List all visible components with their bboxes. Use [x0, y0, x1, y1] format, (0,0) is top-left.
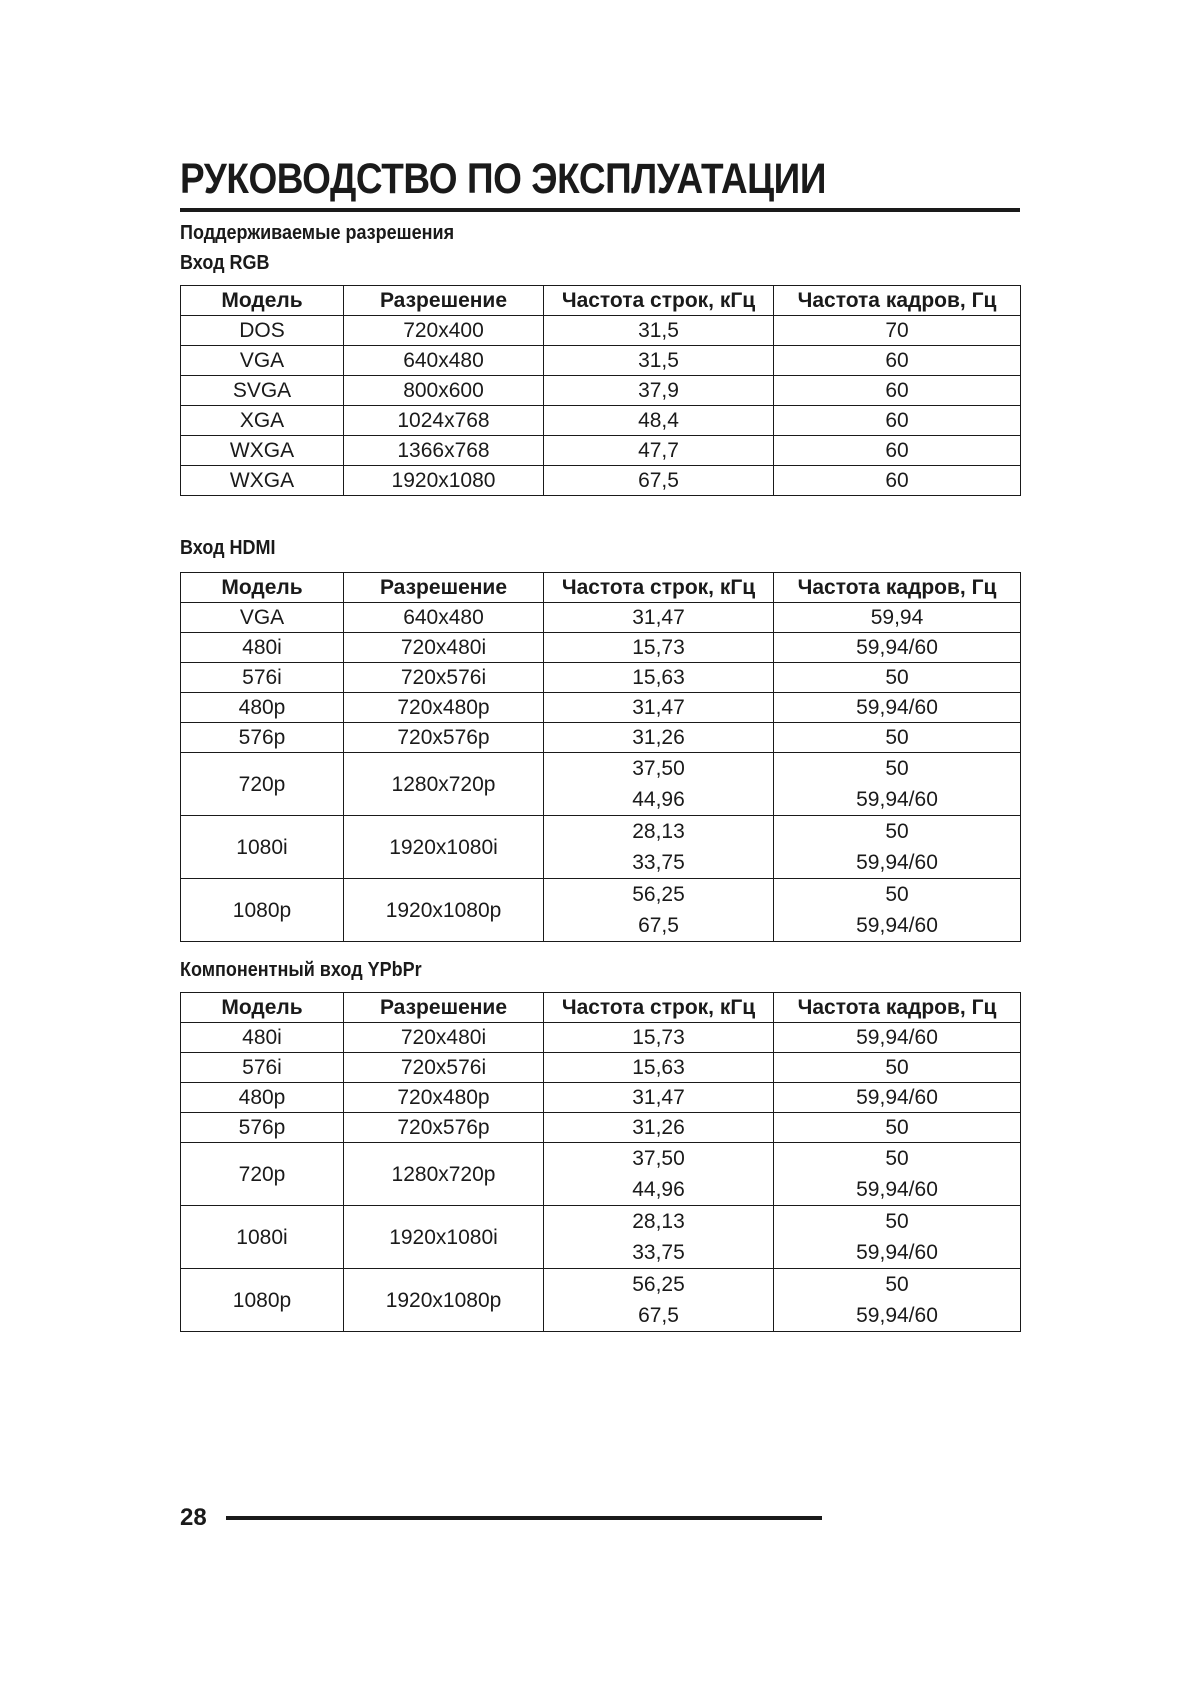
cell-frame-freq: 50: [774, 1053, 1021, 1083]
cell-resolution: 720x480i: [344, 1023, 544, 1053]
cell-resolution: 1366x768: [344, 436, 544, 466]
cell-line-freq: 31,26: [544, 1113, 774, 1143]
frame-freq-value: 59,94/60: [856, 1241, 938, 1264]
rgb-heading: Вход RGB: [180, 252, 270, 274]
table-row: [181, 1053, 1021, 1083]
cell-resolution: 1920x1080p: [344, 879, 544, 942]
cell-model: 1080p: [181, 1269, 344, 1332]
cell-resolution: 1024x768: [344, 406, 544, 436]
line-freq-value: 44,96: [632, 1178, 685, 1201]
cell-resolution: 720x480p: [344, 693, 544, 723]
table-row: [181, 633, 1021, 663]
cell-frame-freq: [774, 1143, 1021, 1206]
cell-resolution: 640x480: [344, 603, 544, 633]
cell-frame-freq: [774, 1206, 1021, 1269]
line-freq-value: 37,50: [632, 757, 685, 780]
cell-resolution: 1920x1080i: [344, 1206, 544, 1269]
hdmi-table-body: [181, 603, 1021, 942]
cell-model: 480p: [181, 693, 344, 723]
cell-frame-freq: 59,94/60: [774, 1083, 1021, 1113]
header-resolution: Разрешение: [344, 286, 544, 316]
line-freq-value: 56,25: [632, 883, 685, 906]
line-freq-value: 37,50: [632, 1147, 685, 1170]
page-title: РУКОВОДСТВО ПО ЭКСПЛУАТАЦИИ: [180, 155, 826, 203]
cell-resolution: 720x576i: [344, 1053, 544, 1083]
header-frame-freq: Частота кадров, Гц: [774, 993, 1021, 1023]
ypbpr-heading: Компонентный вход YPbPr: [180, 959, 422, 981]
table-row: [181, 753, 1021, 816]
page-number: 28: [180, 1504, 207, 1531]
line-freq-value: 56,25: [632, 1273, 685, 1296]
hdmi-heading: Вход HDMI: [180, 537, 276, 559]
cell-line-freq: 31,5: [544, 346, 774, 376]
cell-resolution: 1280x720p: [344, 753, 544, 816]
cell-resolution: 720x576p: [344, 723, 544, 753]
cell-line-freq: 37,9: [544, 376, 774, 406]
cell-frame-freq: [774, 753, 1021, 816]
cell-line-freq: 48,4: [544, 406, 774, 436]
table-row: [181, 346, 1021, 376]
cell-model: 480p: [181, 1083, 344, 1113]
frame-freq-value: 59,94/60: [856, 1304, 938, 1327]
cell-resolution: 1920x1080: [344, 466, 544, 496]
table-row: [181, 603, 1021, 633]
cell-model: 1080i: [181, 816, 344, 879]
cell-model: XGA: [181, 406, 344, 436]
cell-model: DOS: [181, 316, 344, 346]
table-row: [181, 1269, 1021, 1332]
cell-model: 1080p: [181, 879, 344, 942]
cell-resolution: 640x480: [344, 346, 544, 376]
header-resolution: Разрешение: [344, 573, 544, 603]
cell-resolution: 720x480p: [344, 1083, 544, 1113]
footer-rule: [226, 1516, 822, 1520]
line-freq-value: 33,75: [632, 851, 685, 874]
cell-frame-freq: [774, 816, 1021, 879]
header-line-freq: Частота строк, кГц: [544, 573, 774, 603]
cell-frame-freq: 60: [774, 406, 1021, 436]
cell-line-freq: [544, 816, 774, 879]
line-freq-value: 28,13: [632, 1210, 685, 1233]
frame-freq-value: 50: [885, 1147, 909, 1170]
cell-line-freq: 15,73: [544, 1023, 774, 1053]
cell-line-freq: [544, 879, 774, 942]
cell-model: 576i: [181, 1053, 344, 1083]
frame-freq-value: 59,94/60: [856, 914, 938, 937]
cell-resolution: 720x576p: [344, 1113, 544, 1143]
cell-frame-freq: [774, 1269, 1021, 1332]
cell-model: WXGA: [181, 436, 344, 466]
table-row: [181, 816, 1021, 879]
header-line-freq: Частота строк, кГц: [544, 993, 774, 1023]
cell-frame-freq: 60: [774, 436, 1021, 466]
cell-frame-freq: 50: [774, 663, 1021, 693]
cell-resolution: 720x480i: [344, 633, 544, 663]
cell-line-freq: 15,73: [544, 633, 774, 663]
cell-resolution: 720x576i: [344, 663, 544, 693]
header-resolution: Разрешение: [344, 993, 544, 1023]
table-row: [181, 879, 1021, 942]
table-row: [181, 376, 1021, 406]
cell-frame-freq: [774, 879, 1021, 942]
cell-frame-freq: 60: [774, 466, 1021, 496]
cell-frame-freq: 60: [774, 346, 1021, 376]
cell-model: SVGA: [181, 376, 344, 406]
table-row: [181, 316, 1021, 346]
table-row: [181, 1206, 1021, 1269]
cell-frame-freq: 59,94/60: [774, 633, 1021, 663]
cell-line-freq: 15,63: [544, 1053, 774, 1083]
table-header-row: [181, 573, 1021, 603]
line-freq-value: 67,5: [638, 1304, 679, 1327]
cell-model: 576p: [181, 723, 344, 753]
cell-line-freq: [544, 753, 774, 816]
frame-freq-value: 59,94/60: [856, 788, 938, 811]
cell-line-freq: 15,63: [544, 663, 774, 693]
cell-frame-freq: 59,94: [774, 603, 1021, 633]
cell-model: 1080i: [181, 1206, 344, 1269]
table-header-row: [181, 286, 1021, 316]
cell-frame-freq: 59,94/60: [774, 1023, 1021, 1053]
cell-frame-freq: 50: [774, 1113, 1021, 1143]
cell-resolution: 1920x1080i: [344, 816, 544, 879]
rgb-table-body: [181, 316, 1021, 496]
table-row: [181, 1023, 1021, 1053]
header-line-freq: Частота строк, кГц: [544, 286, 774, 316]
cell-model: 480i: [181, 633, 344, 663]
table-row: [181, 466, 1021, 496]
cell-resolution: 1920x1080p: [344, 1269, 544, 1332]
cell-model: 576i: [181, 663, 344, 693]
cell-line-freq: 31,5: [544, 316, 774, 346]
cell-frame-freq: 70: [774, 316, 1021, 346]
cell-line-freq: 31,47: [544, 603, 774, 633]
frame-freq-value: 50: [885, 1210, 909, 1233]
cell-line-freq: 67,5: [544, 466, 774, 496]
cell-model: VGA: [181, 346, 344, 376]
table-row: [181, 436, 1021, 466]
cell-model: 576p: [181, 1113, 344, 1143]
cell-model: VGA: [181, 603, 344, 633]
frame-freq-value: 50: [885, 1273, 909, 1296]
ypbpr-table: [180, 992, 1021, 1332]
cell-resolution: 800x600: [344, 376, 544, 406]
frame-freq-value: 59,94/60: [856, 1178, 938, 1201]
line-freq-value: 28,13: [632, 820, 685, 843]
cell-line-freq: [544, 1269, 774, 1332]
cell-line-freq: [544, 1143, 774, 1206]
cell-line-freq: 47,7: [544, 436, 774, 466]
cell-frame-freq: 50: [774, 723, 1021, 753]
title-rule: [180, 208, 1020, 212]
table-header-row: [181, 993, 1021, 1023]
table-row: [181, 406, 1021, 436]
cell-resolution: 720x400: [344, 316, 544, 346]
header-model: Модель: [181, 993, 344, 1023]
cell-model: 720p: [181, 1143, 344, 1206]
frame-freq-value: 50: [885, 883, 909, 906]
cell-model: 720p: [181, 753, 344, 816]
header-frame-freq: Частота кадров, Гц: [774, 286, 1021, 316]
table-row: [181, 663, 1021, 693]
cell-line-freq: 31,47: [544, 693, 774, 723]
ypbpr-table-body: [181, 1023, 1021, 1332]
line-freq-value: 33,75: [632, 1241, 685, 1264]
hdmi-table: [180, 572, 1021, 942]
table-row: [181, 693, 1021, 723]
subtitle-supported-resolutions: Поддерживаемые разрешения: [180, 222, 455, 244]
frame-freq-value: 59,94/60: [856, 851, 938, 874]
table-row: [181, 1113, 1021, 1143]
table-row: [181, 1143, 1021, 1206]
cell-model: 480i: [181, 1023, 344, 1053]
cell-line-freq: 31,26: [544, 723, 774, 753]
cell-line-freq: [544, 1206, 774, 1269]
table-row: [181, 1083, 1021, 1113]
line-freq-value: 44,96: [632, 788, 685, 811]
header-frame-freq: Частота кадров, Гц: [774, 573, 1021, 603]
line-freq-value: 67,5: [638, 914, 679, 937]
rgb-table: [180, 285, 1021, 496]
cell-frame-freq: 59,94/60: [774, 693, 1021, 723]
header-model: Модель: [181, 286, 344, 316]
table-row: [181, 723, 1021, 753]
frame-freq-value: 50: [885, 820, 909, 843]
frame-freq-value: 50: [885, 757, 909, 780]
header-model: Модель: [181, 573, 344, 603]
cell-line-freq: 31,47: [544, 1083, 774, 1113]
cell-resolution: 1280x720p: [344, 1143, 544, 1206]
cell-frame-freq: 60: [774, 376, 1021, 406]
cell-model: WXGA: [181, 466, 344, 496]
